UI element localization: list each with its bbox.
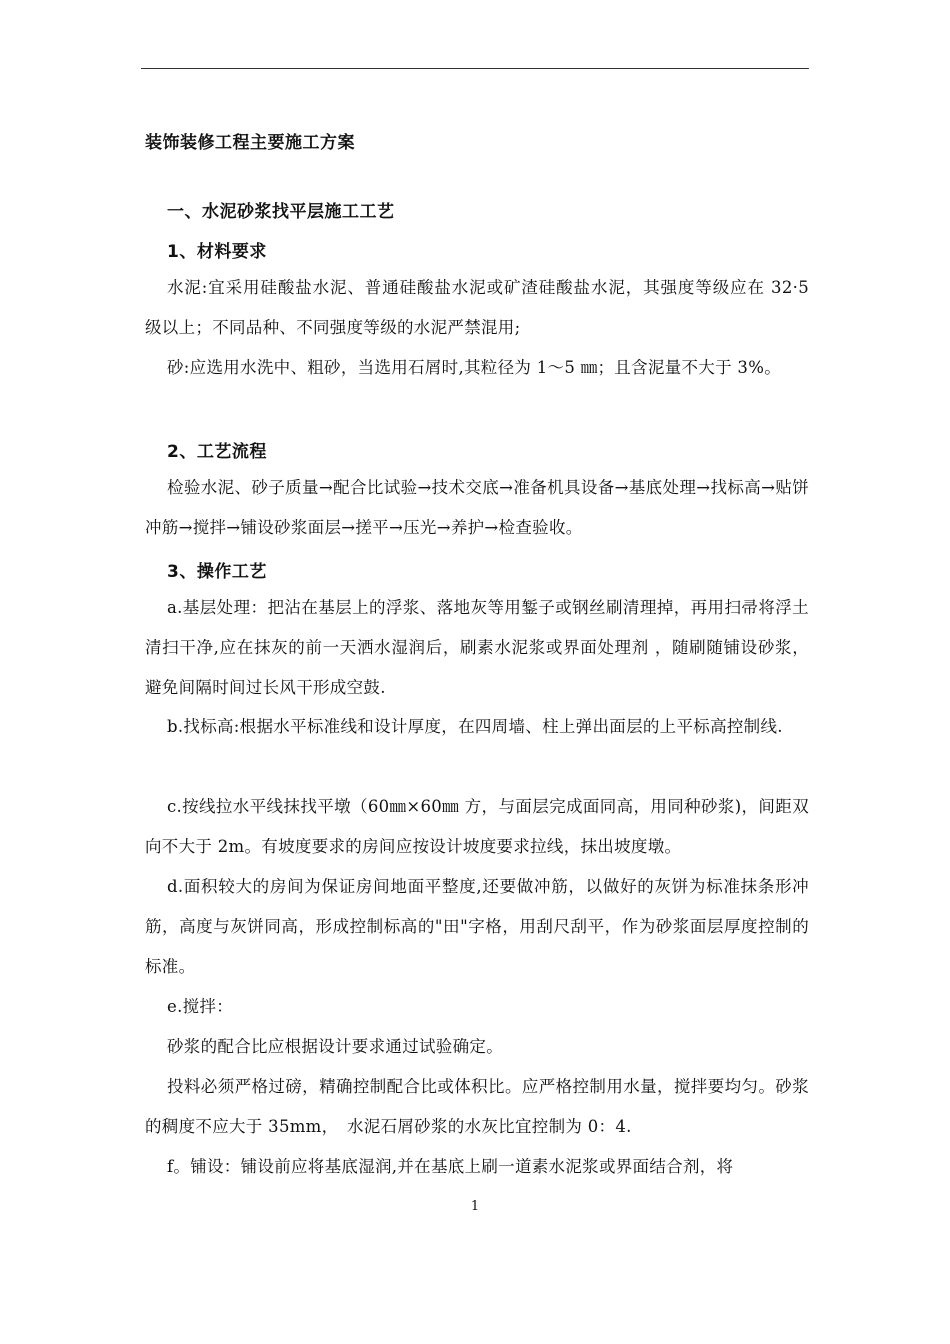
paragraph-f: f。铺设：铺设前应将基底湿润,并在基底上刷一道素水泥浆或界面结合剂，将: [167, 1157, 734, 1176]
header-rule: [141, 68, 809, 69]
subheading-operation: 3、操作工艺: [167, 562, 267, 582]
paragraph-c: c.按线拉水平线抹找平墩（60㎜×60㎜ 方，与面层完成面同高，用同种砂浆)，间距双向不大于 2m。有坡度要求的房间应按设计坡度要求拉线，抹出坡度墩。: [145, 797, 809, 856]
section-heading: 一、水泥砂浆找平层施工工艺: [167, 202, 395, 222]
subheading-process: 2、工艺流程: [167, 442, 267, 462]
paragraph-b: b.找标高:根据水平标准线和设计厚度，在四周墙、柱上弹出面层的上平标高控制线.: [167, 717, 783, 736]
paragraph-e1: 砂浆的配合比应根据设计要求通过试验确定。: [167, 1037, 503, 1056]
paragraph-cement: 水泥:宜采用硅酸盐水泥、普通硅酸盐水泥或矿渣硅酸盐水泥，其强度等级应在 32·5 级以上；不同品种、不同强度等级的水泥严禁混用;: [145, 278, 809, 337]
paragraph-d: d.面积较大的房间为保证房间地面平整度,还要做冲筋，以做好的灰饼为标准抹条形冲筋，高度与灰饼同高，形成控制标高的"田"字格，用刮尺刮平，作为砂浆面层厚度控制的标准。: [145, 877, 809, 976]
paragraph-a: a.基层处理：把沾在基层上的浮浆、落地灰等用錾子或钢丝刷清理掉，再用扫帚将浮土清扫干净,应在抹灰的前一天洒水湿润后，刷素水泥浆或界面处理剂 ，随刷随铺设砂浆，避免间隔时间过长风干形成空鼓.: [145, 598, 809, 697]
paragraph-sand: 砂:应选用水洗中、粗砂，当选用石屑时,其粒径为 1～5 ㎜；且含泥量不大于 3%。: [167, 358, 782, 377]
paragraph-e: e.搅拌：: [167, 997, 234, 1016]
document-title: 装饰装修工程主要施工方案: [145, 133, 355, 153]
subheading-materials: 1、材料要求: [167, 242, 267, 262]
page-number: 1: [470, 1199, 480, 1214]
paragraph-flow: 检验水泥、砂子质量→配合比试验→技术交底→准备机具设备→基底处理→找标高→贴饼冲筋→搅拌→铺设砂浆面层→搓平→压光→养护→检查验收。: [145, 478, 809, 537]
paragraph-e2: 投料必须严格过磅，精确控制配合比或体积比。应严格控制用水量，搅拌要均匀。砂浆的稠度不应大于 35mm， 水泥石屑砂浆的水灰比宜控制为 0：4.: [145, 1077, 809, 1136]
